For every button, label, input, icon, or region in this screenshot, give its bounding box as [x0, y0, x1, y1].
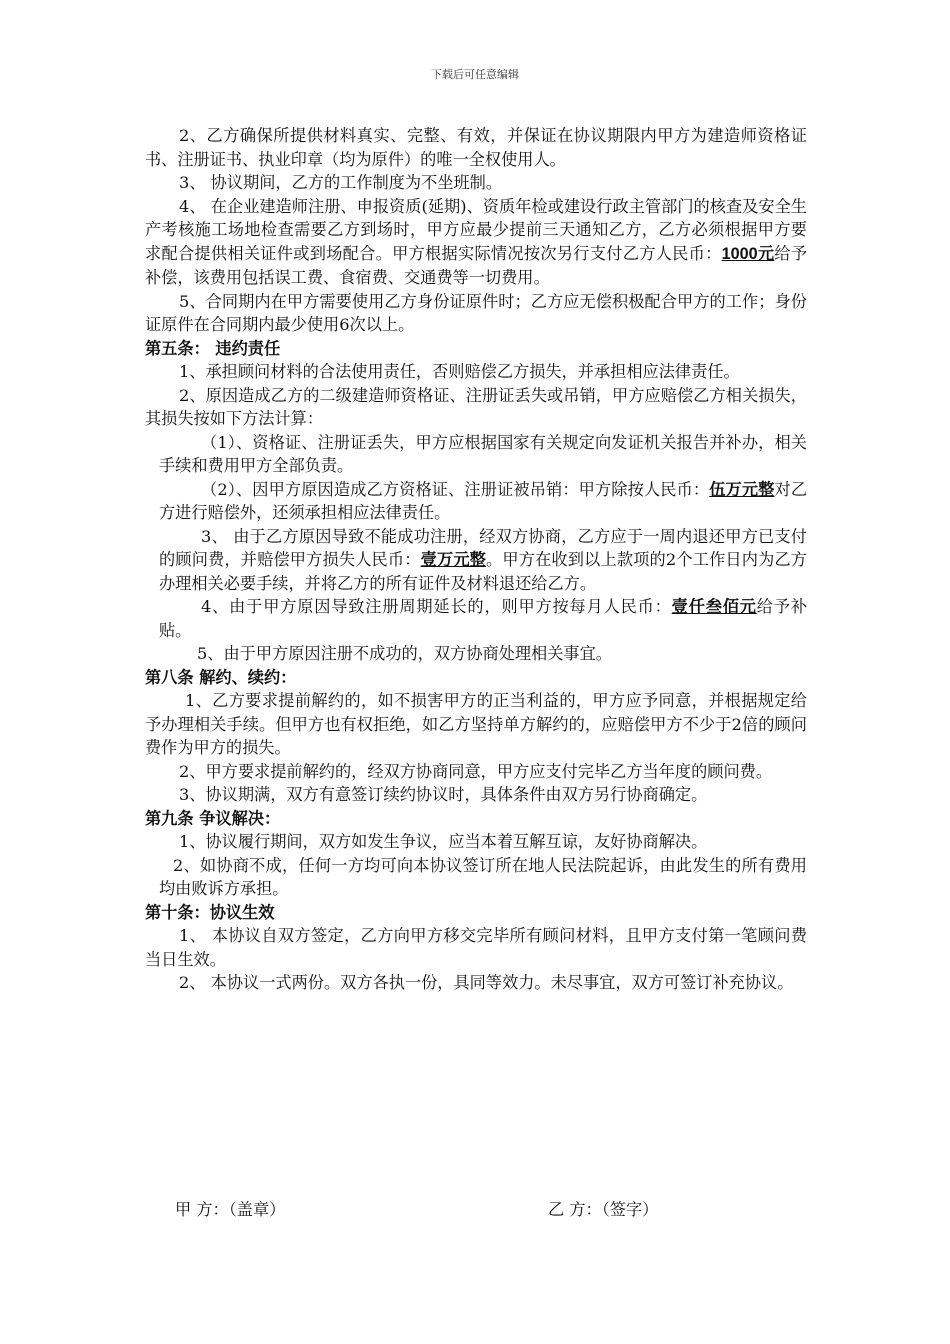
breach-item-4-tail: 给予补贴。 — [159, 597, 808, 640]
clause-item-4 — [145, 195, 807, 290]
clause-item-4-tail: 给予补偿，该费用包括误工费、食宿费、交通费等一切费用。 — [145, 243, 808, 287]
signature-row — [0, 1196, 950, 1222]
contract-body — [145, 124, 807, 995]
breach-item-2-2-text: （2）、因甲方原因造成乙方资格证、注册证被吊销：甲方除按人民币： — [201, 479, 710, 499]
breach-item-4-text: 4、由于甲方原因导致注册周期延长的，则甲方按每月人民币： — [201, 597, 672, 616]
monthly-subsidy-amount: 壹仟叁佰元 — [671, 597, 757, 616]
breach-item-4 — [145, 595, 807, 642]
penalty-amount-fifty-thousand: 伍万元整 — [709, 479, 775, 499]
breach-item-3-text: 3、 由于乙方原因导致不能成功注册，经双方协商，乙方应于一周内退还甲方已支付的顾问费，并赔偿甲方损失人民币： — [159, 526, 807, 569]
termination-item-2: 2、甲方要求提前解约的，经双方协商同意，甲方应支付完毕乙方当年度的顾问费。 — [179, 761, 773, 781]
dispute-item-1: 1、协议履行期间，双方如发生争议，应当本着互解互谅，友好协商解决。 — [179, 832, 708, 851]
clause-item-5: 5、合同期内在甲方需要使用乙方身份证原件时；乙方应无偿积极配合甲方的工作；身份证原件在合同期内最少使用6次以上。 — [145, 291, 807, 334]
party-a-seal-label: 甲 方：（盖章） — [175, 1200, 286, 1219]
clause-item-3: 3、 协议期间，乙方的工作制度为不坐班制。 — [179, 173, 503, 192]
effective-item-1: 1、 本协议自双方签定，乙方向甲方移交完毕所有顾问材料，且甲方支付第一笔顾问费当日生效。 — [145, 926, 807, 969]
termination-item-1: 1、乙方要求提前解约的，如不损害甲方的正当利益的，甲方应予同意，并根据规定给予办理相关手续。但甲方也有权拒绝，如乙方坚持单方解约的，应赔偿甲方不少于2倍的顾问费作为甲方的损失。 — [145, 691, 807, 757]
dispute-item-2: 2、如协商不成，任何一方均可向本协议签订所在地人民法院起诉，由此发生的所有费用均由败诉方承担。 — [159, 855, 807, 898]
page-header-note: 下载后可任意编辑 — [431, 68, 519, 81]
termination-item-3: 3、协议期满，双方有意签订续约协议时，具体条件由双方另行协商确定。 — [179, 785, 708, 804]
breach-item-2-2 — [145, 478, 807, 525]
section-heading-termination: 第八条 解约、续约： — [145, 667, 297, 687]
section-heading-dispute: 第九条 争议解决： — [145, 808, 281, 828]
party-b-signature-label: 乙 方：（签字） — [548, 1200, 659, 1219]
breach-item-2: 2、原因造成乙方的二级建造师资格证、注册证丢失或吊销，甲方应赔偿乙方相关损失，其损失按如下方法计算： — [145, 385, 807, 428]
breach-item-3-tail: 。甲方在收到以上款项的2个工作日内为乙方办理相关必要手续，并将乙方的所有证件及材料退还给乙方。 — [159, 550, 807, 593]
section-heading-breach: 第五条： 违约责任 — [145, 338, 281, 358]
breach-item-3 — [145, 525, 807, 596]
effective-item-2: 2、 本协议一式两份。双方各执一份，具同等效力。未尽事宜，双方可签订补充协议。 — [179, 973, 794, 992]
clause-item-4-text: 4、 在企业建造师注册、申报资质(延期)、资质年检或建设行政主管部门的核查及安全生产考核施工场地检查需要乙方到场时，甲方应最少提前三天通知乙方，乙方必须根据甲方要求配合提供相关证件或到场配合。甲方根据实际情况按次另行支付乙方人民币： — [145, 196, 807, 263]
clause-item-2: 2、乙方确保所提供材料真实、完整、有效，并保证在协议期限内甲方为建造师资格证书、注册证书、执业印章（均为原件）的唯一全权使用人。 — [145, 126, 807, 169]
breach-item-2-2-tail: 对乙方进行赔偿外，还须承担相应法律责任。 — [159, 479, 808, 522]
section-heading-effective: 第十条：协议生效 — [145, 902, 275, 922]
compensation-amount: 1000元 — [721, 244, 775, 263]
breach-item-2-1: （1）、资格证、注册证丢失，甲方应根据国家有关规定向发证机关报告并补办，相关手续和费用甲方全部负责。 — [159, 432, 807, 475]
penalty-amount-ten-thousand: 壹万元整 — [420, 550, 487, 569]
breach-item-1: 1、承担顾问材料的合法使用责任，否则赔偿乙方损失，并承担相应法律责任。 — [179, 362, 740, 381]
breach-item-5: 5、由于甲方原因注册不成功的，双方协商处理相关事宜。 — [197, 644, 612, 663]
